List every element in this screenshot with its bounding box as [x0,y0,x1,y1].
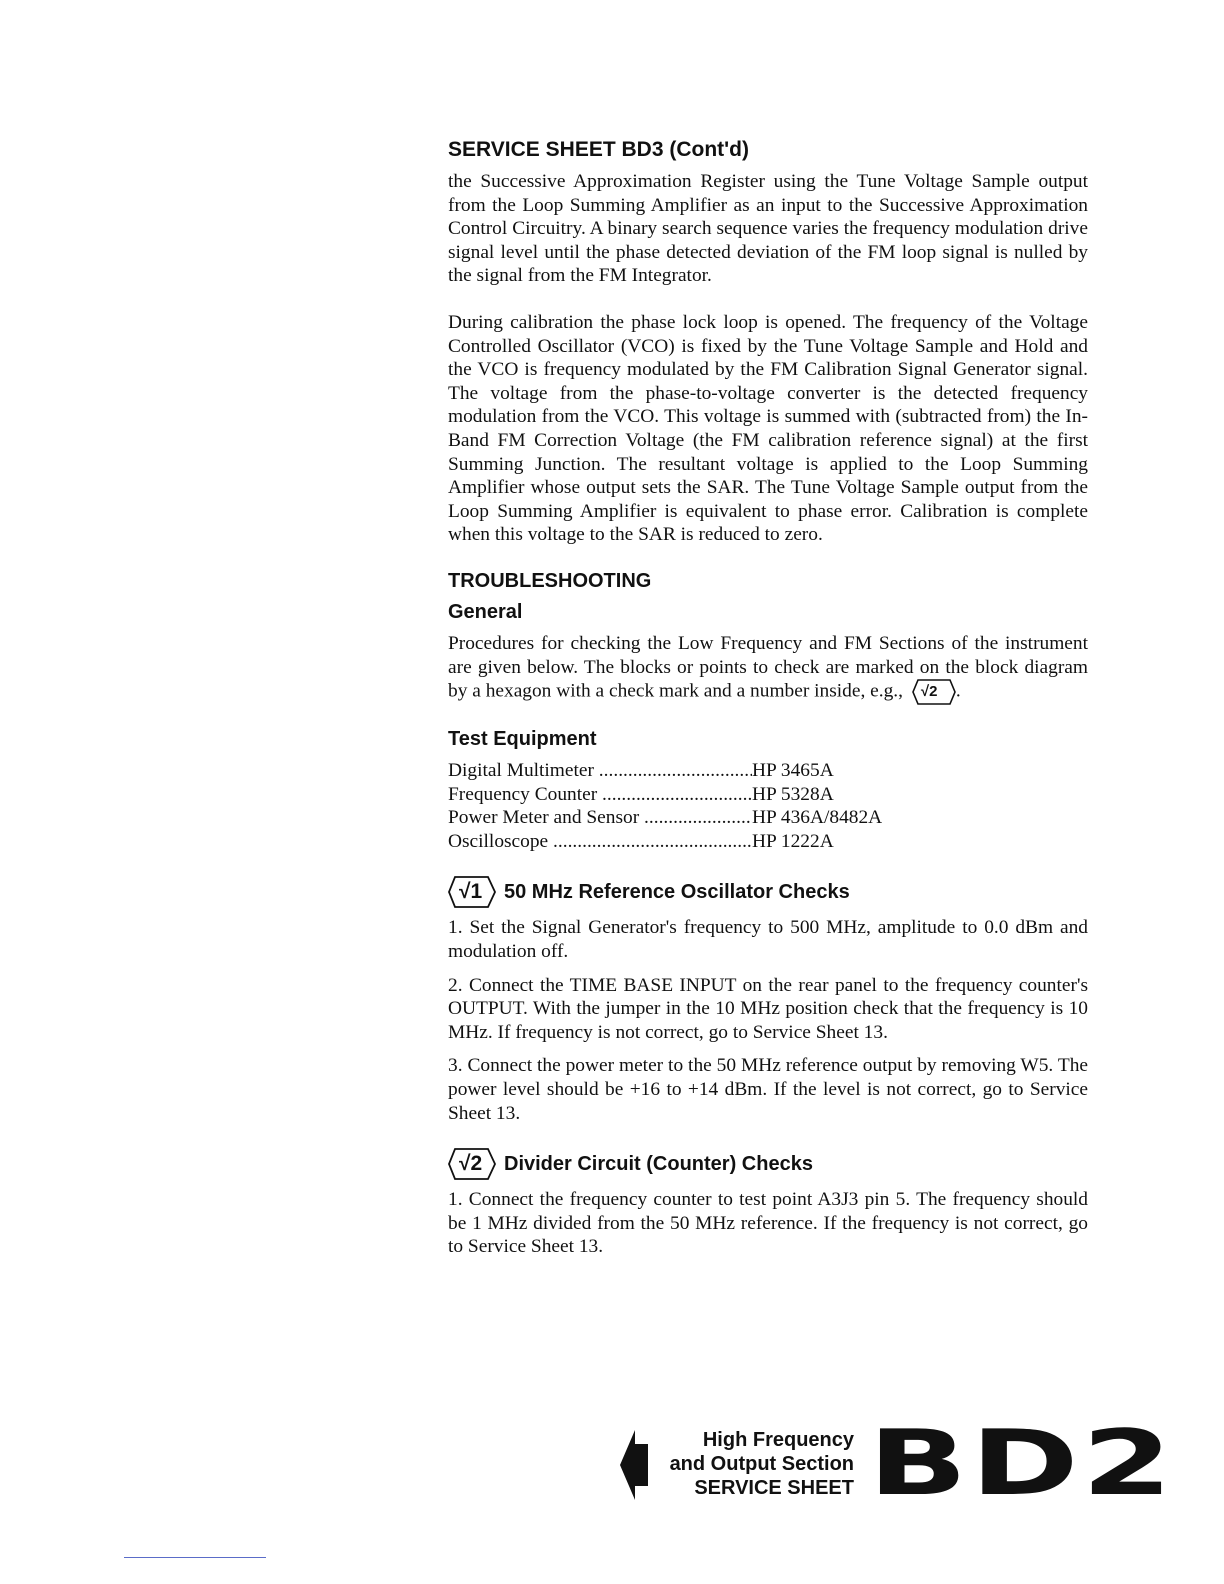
equipment-name: Digital Multimeter ..... [448,759,752,783]
check-1-step-1: 1. Set the Signal Generator's frequency to 500 MHz, amplitude to 0.0 dBm and modulation off. [448,917,1088,963]
equipment-model: HP 3465A [752,760,834,782]
test-equipment-heading: Test Equipment [448,728,597,751]
check-hexagon-icon [912,679,956,705]
check-2-title: Divider Circuit (Counter) Checks [504,1152,813,1175]
equipment-row [448,830,1088,854]
footer-line-2: and Output Section [669,1453,854,1475]
equipment-name: Frequency Counter ..... [448,783,752,807]
equipment-row [448,806,1088,830]
intro-paragraph-1: the Successive Approximation Register using the Tune Voltage Sample output from the Loop Summing Amplifier as an input to the Successive Approximation Control Circuitry. A binary search sequence varies the frequency modulation drive signal level until the phase detected deviation of the FM loop signal is nulled by the signal from the FM Integrator. [448,171,1088,287]
check-hexagon-icon [448,876,496,908]
equipment-row [448,783,1088,807]
service-sheet-footer [620,1411,1176,1516]
check-1-symbol: √1 [459,880,483,904]
equipment-model: HP 436A/8482A [752,807,883,829]
equipment-model: HP 1222A [752,830,834,852]
check-1-step-2: 2. Connect the TIME BASE INPUT on the rear panel to the frequency counter's OUTPUT. With the jumper in the 10 MHz position check that the frequency is 10 MHz. If frequency is not correct, go to Service Sheet 13. [448,974,1088,1043]
footer-line-1: High Frequency [702,1429,854,1451]
service-sheet-badge[interactable]: BD2 [868,1411,1176,1516]
general-heading: General [448,600,523,623]
general-text: Procedures for checking the Low Frequency and FM Sections of the instrument are given below. The blocks or points to check are marked on the block diagram by a hexagon with a check mark and a number inside, e.g., [448,632,1088,702]
equipment-row [448,759,1088,783]
check-1-heading [448,876,1088,908]
footnote-rule [124,1557,266,1558]
page-content [448,138,1088,1259]
general-trailing: . [955,680,961,702]
page-title: SERVICE SHEET BD3 (Cont'd) [448,138,749,161]
check-1-step-3: 3. Connect the power meter to the 50 MHz reference output by removing W5. The power level should be +16 to +14 dBm. If the level is not correct, go to Service Sheet 13. [448,1055,1088,1124]
equipment-name: Oscilloscope ..... [448,830,752,854]
footer-line-3: SERVICE SHEET [694,1477,854,1499]
arrow-left-icon[interactable] [620,1430,650,1505]
check-2-step-1: 1. Connect the frequency counter to test point A3J3 pin 5. The frequency should be 1 MHz divided from the 50 MHz reference. If the frequency is not correct, go to Service Sheet 13. [448,1189,1088,1258]
check-2-symbol: √2 [459,1152,483,1176]
check-hexagon-icon [448,1148,496,1180]
troubleshooting-heading: TROUBLESHOOTING [448,569,652,592]
footer-text[interactable] [670,1428,854,1500]
equipment-name: Power Meter and Sensor ..... [448,806,752,830]
intro-paragraph-2: During calibration the phase lock loop is opened. The frequency of the Voltage Controlled Oscillator (VCO) is fixed by the Tune Voltage Sample and Hold and the VCO is frequency modulated by the FM Calibration Signal Generator signal. The voltage from the phase-to-voltage converter is the detected frequency modulation from the VCO. This voltage is summed with (subtracted from) the In-Band FM Correction Voltage (the FM calibration reference signal) at the first Summing Junction. The resultant voltage is applied to the Loop Summing Amplifier whose output sets the SAR. The Tune Voltage Sample output from the Loop Summing Amplifier is equivalent to phase error. Calibration is complete when this voltage to the SAR is reduced to zero. [448,311,1088,546]
check-2-heading [448,1148,1088,1180]
equipment-model: HP 5328A [752,783,834,805]
test-equipment-list [448,759,1088,853]
general-paragraph [448,632,1088,705]
check-1-title: 50 MHz Reference Oscillator Checks [504,880,850,903]
example-symbol: √2 [920,683,938,701]
